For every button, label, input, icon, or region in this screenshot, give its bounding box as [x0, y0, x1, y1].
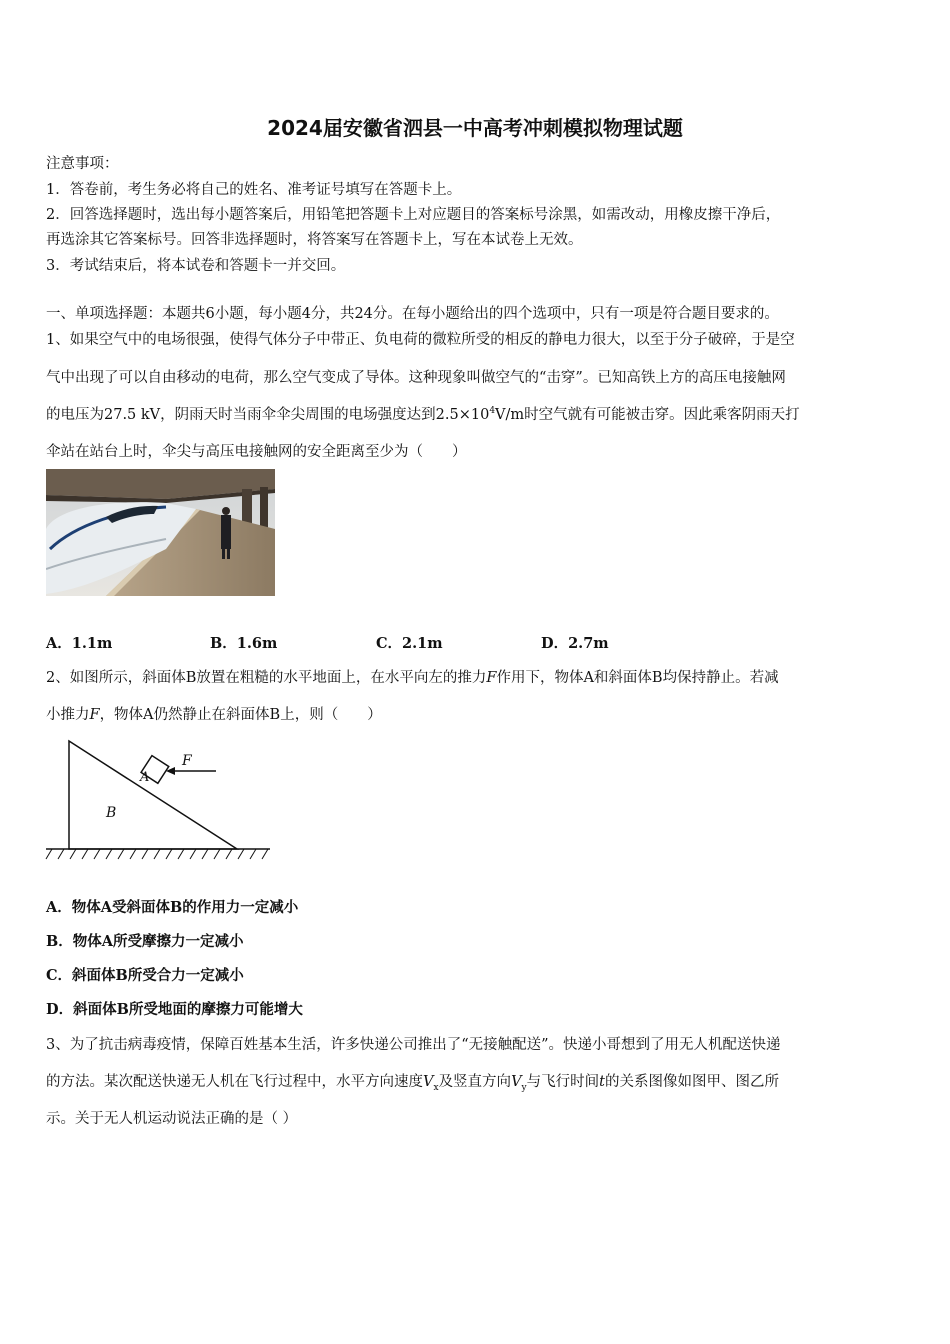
notice-item: 再选涂其它答案标号。回答非选择题时，将答案写在答题卡上，写在本试卷上无效。: [46, 232, 583, 248]
incline-diagram: [44, 735, 274, 867]
option-a[interactable]: A．物体A受斜面体B的作用力一定减小: [46, 899, 299, 916]
option-c[interactable]: C．2.1m: [376, 635, 443, 652]
ground-hatching: [46, 849, 268, 859]
notice-heading: 注意事项：: [46, 156, 119, 172]
question-2-text: 小推力F，物体A仍然静止在斜面体B上，则（ ）: [46, 707, 382, 723]
section-heading: 一、单项选择题：本题共6小题，每小题4分，共24分。在每小题给出的四个选项中，只有一项是符合题目要求的。: [46, 306, 779, 322]
option-d[interactable]: D．2.7m: [541, 635, 609, 652]
question-3-text: 的方法。某次配送快递无人机在飞行过程中，水平方向速度$V_x$及竖直方向$V_y$与飞行时间t的关系图像如图甲、图乙所: [46, 1074, 779, 1093]
option-b[interactable]: B．1.6m: [210, 635, 278, 652]
notice-item: 3．考试结束后，将本试卷和答题卡一并交回。: [46, 258, 346, 274]
question-3-text: 示。关于无人机运动说法正确的是（ ）: [46, 1111, 298, 1127]
train-platform-photo: [46, 469, 275, 596]
notice-item: 1．答卷前，考生务必将自己的姓名、准考证号填写在答题卡上。: [46, 182, 462, 198]
notice-item: 2．回答选择题时，选出每小题答案后，用铅笔把答题卡上对应题目的答案标号涂黑，如需改动，用橡皮擦干净后，: [46, 207, 781, 223]
force-f-label: F: [182, 753, 192, 769]
option-b[interactable]: B．物体A所受摩擦力一定减小: [46, 933, 244, 950]
question-1-text: 伞站在站台上时，伞尖与高压电接触网的安全距离至少为（ ）: [46, 444, 467, 460]
question-1-text: 气中出现了可以自由移动的电荷，那么空气变成了导体。这种现象叫做空气的“击穿”。已知高铁上方的高压电接触网: [46, 370, 786, 386]
option-c[interactable]: C．斜面体B所受合力一定减小: [46, 967, 244, 984]
option-a[interactable]: A．1.1m: [46, 635, 113, 652]
question-2-text: 2、如图所示，斜面体B放置在粗糙的水平地面上，在水平向左的推力F作用下，物体A和斜面体B均保持静止。若减: [46, 670, 779, 686]
wedge-b-label: B: [106, 805, 117, 821]
block-a-label: A: [140, 770, 150, 785]
option-d[interactable]: D．斜面体B所受地面的摩擦力可能增大: [46, 1001, 303, 1018]
page-title: 2024届安徽省泗县一中高考冲刺模拟物理试题: [267, 116, 683, 140]
question-3-text: 3、为了抗击病毒疫情，保障百姓基本生活，许多快递公司推出了“无接触配送”。快递小哥想到了用无人机配送快递: [46, 1037, 781, 1053]
question-1-text: 1、如果空气中的电场很强，使得气体分子中带正、负电荷的微粒所受的相反的静电力很大，以至于分子破碎，于是空: [46, 332, 795, 348]
question-1-text: 的电压为27.5 kV，阴雨天时当雨伞伞尖周围的电场强度达到$2.5\times 10^4V/m$时空气就有可能被击穿。因此乘客阴雨天打: [46, 406, 800, 423]
